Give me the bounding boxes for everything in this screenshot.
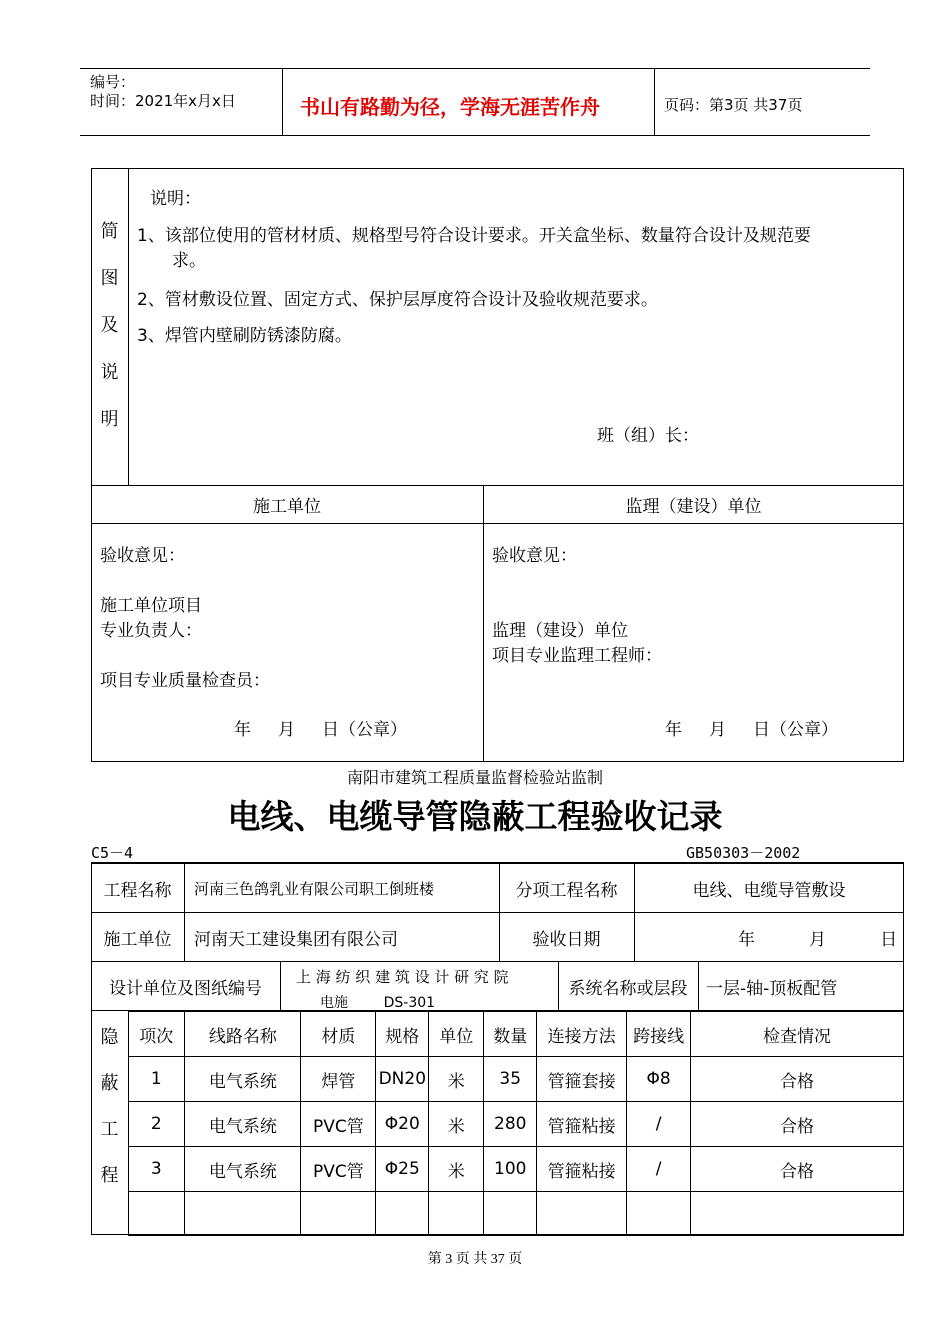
sign-right-head: 监理（建设）单位 bbox=[625, 496, 762, 517]
table-cell: 管箍套接 bbox=[537, 1057, 627, 1102]
table-cell bbox=[301, 1192, 376, 1236]
project-label: 工程名称 bbox=[103, 880, 172, 901]
builder-label: 施工单位 bbox=[103, 929, 172, 950]
info-vline-1b bbox=[280, 962, 281, 1011]
table-cell: 米 bbox=[429, 1147, 484, 1192]
date-label: 验收日期 bbox=[532, 929, 601, 950]
table-cell: PVC管 bbox=[301, 1102, 376, 1147]
column-header: 单位 bbox=[429, 1012, 484, 1057]
sign-right-line1: 监理（建设）单位 bbox=[492, 621, 628, 641]
page-footer: 第 3 页 共 37 页 bbox=[427, 1252, 523, 1267]
work-side-char: 程 bbox=[100, 1165, 119, 1186]
sign-left-line2: 专业负责人： bbox=[100, 621, 202, 641]
notes-item-1-cont: 求。 bbox=[172, 251, 206, 271]
table-cell bbox=[128, 1192, 185, 1236]
column-header: 规格 bbox=[376, 1012, 429, 1057]
table-cell: 电气系统 bbox=[185, 1102, 301, 1147]
notes-side-label bbox=[91, 208, 128, 443]
notes-item-2: 2、管材敷设位置、固定方式、保护层厚度符合设计及验收规范要求。 bbox=[137, 290, 658, 310]
notes-side-char: 图 bbox=[100, 268, 119, 289]
notes-side-char: 简 bbox=[100, 221, 119, 242]
notes-title: 说明： bbox=[150, 189, 201, 209]
form-code-right: GB50303－2002 bbox=[686, 844, 801, 862]
notes-side-char: 及 bbox=[100, 315, 119, 336]
notes-leader: 班（组）长： bbox=[597, 426, 699, 446]
table-cell: 米 bbox=[429, 1102, 484, 1147]
table-cell: 合格 bbox=[691, 1102, 904, 1147]
design-value-1: 上 海 纺 织 建 筑 设 计 研 究 院 bbox=[296, 968, 509, 986]
header-divider-left bbox=[282, 68, 283, 136]
sign-head-rule bbox=[91, 523, 904, 524]
column-header: 材质 bbox=[301, 1012, 376, 1057]
table-row bbox=[128, 1102, 904, 1147]
sign-right-line2: 项目专业监理工程师： bbox=[492, 646, 662, 666]
table-cell: 电气系统 bbox=[185, 1147, 301, 1192]
sign-left-opinion: 验收意见： bbox=[100, 546, 185, 566]
system-value: 一层-轴-顶板配管 bbox=[706, 979, 838, 999]
sign-left-line1: 施工单位项目 bbox=[100, 596, 202, 616]
table-cell: 焊管 bbox=[301, 1057, 376, 1102]
work-table bbox=[128, 1011, 904, 1236]
column-header: 跨接线 bbox=[627, 1012, 691, 1057]
table-cell: PVC管 bbox=[301, 1147, 376, 1192]
table-cell: 1 bbox=[128, 1057, 185, 1102]
table-header-row bbox=[128, 1012, 904, 1057]
table-cell: 米 bbox=[429, 1057, 484, 1102]
header-motto: 书山有路勤为径，学海无涯苦作舟 bbox=[300, 95, 600, 119]
table-cell bbox=[376, 1192, 429, 1236]
column-header: 连接方法 bbox=[537, 1012, 627, 1057]
builder-value: 河南天工建设集团有限公司 bbox=[194, 929, 398, 950]
table-row bbox=[128, 1192, 904, 1236]
table-cell: Φ8 bbox=[627, 1057, 691, 1102]
header-page: 页码：第3页 共37页 bbox=[664, 96, 803, 114]
notes-item-1: 1、该部位使用的管材材质、规格型号符合设计要求。开关盒坐标、数量符合设计及规范要 bbox=[137, 226, 811, 246]
design-label: 设计单位及图纸编号 bbox=[109, 979, 262, 999]
column-header: 项次 bbox=[128, 1012, 185, 1057]
column-header: 检查情况 bbox=[691, 1012, 904, 1057]
subitem-value: 电线、电缆导管敷设 bbox=[692, 880, 846, 901]
table-cell: / bbox=[627, 1147, 691, 1192]
table-cell bbox=[429, 1192, 484, 1236]
table-cell bbox=[627, 1192, 691, 1236]
table-cell: 管箍粘接 bbox=[537, 1147, 627, 1192]
sign-left-head: 施工单位 bbox=[253, 496, 321, 517]
table-cell: / bbox=[627, 1102, 691, 1147]
work-side-label bbox=[91, 1015, 128, 1199]
table-cell: 280 bbox=[484, 1102, 537, 1147]
column-header: 数量 bbox=[484, 1012, 537, 1057]
header-time: 时间：2021年x月x日 bbox=[90, 92, 236, 110]
date-value: 年 月 日 bbox=[738, 929, 898, 950]
table-cell: 3 bbox=[128, 1147, 185, 1192]
table-cell bbox=[691, 1192, 904, 1236]
project-value: 河南三色鸽乳业有限公司职工倒班楼 bbox=[194, 879, 435, 898]
table-cell: 管箍粘接 bbox=[537, 1102, 627, 1147]
sign-right-date: 年 月 日（公章） bbox=[665, 720, 839, 740]
table-cell: 100 bbox=[484, 1147, 537, 1192]
system-label: 系统名称或层段 bbox=[568, 979, 688, 999]
table-cell: 35 bbox=[484, 1057, 537, 1102]
table-cell: DN20 bbox=[376, 1057, 429, 1102]
header-code: 编号： bbox=[90, 73, 136, 91]
table-cell bbox=[484, 1192, 537, 1236]
form-issuer: 南阳市建筑工程质量监督检验站监制 bbox=[346, 768, 603, 787]
notes-divider bbox=[128, 168, 129, 486]
table-cell: 合格 bbox=[691, 1147, 904, 1192]
sign-left-line3: 项目专业质量检查员： bbox=[100, 671, 270, 691]
header-top-rule bbox=[80, 68, 870, 69]
table-cell bbox=[537, 1192, 627, 1236]
table-cell: Φ20 bbox=[376, 1102, 429, 1147]
table-cell: Φ25 bbox=[376, 1147, 429, 1192]
notes-side-char: 说 bbox=[100, 362, 119, 383]
sign-divider bbox=[483, 485, 484, 762]
table-cell: 合格 bbox=[691, 1057, 904, 1102]
sign-right-opinion: 验收意见： bbox=[492, 546, 577, 566]
form-code-left: C5－4 bbox=[91, 844, 134, 862]
table-cell bbox=[185, 1192, 301, 1236]
work-side-char: 蔽 bbox=[100, 1073, 119, 1094]
table-row bbox=[128, 1057, 904, 1102]
work-side-char: 工 bbox=[100, 1119, 119, 1140]
table-cell: 电气系统 bbox=[185, 1057, 301, 1102]
header-bottom-rule bbox=[80, 135, 870, 136]
info-vline-1 bbox=[184, 862, 185, 962]
notes-side-char: 明 bbox=[100, 409, 119, 430]
notes-item-3: 3、焊管内壁刷防锈漆防腐。 bbox=[137, 326, 352, 346]
design-value-2: 电施 DS-301 bbox=[320, 995, 436, 1010]
table-row bbox=[128, 1147, 904, 1192]
column-header: 线路名称 bbox=[185, 1012, 301, 1057]
work-side-char: 隐 bbox=[100, 1027, 119, 1048]
sign-left-date: 年 月 日（公章） bbox=[234, 720, 408, 740]
header-divider-right bbox=[654, 68, 655, 136]
table-cell: 2 bbox=[128, 1102, 185, 1147]
form-title: 电线、电缆导管隐蔽工程验收记录 bbox=[227, 797, 723, 836]
subitem-label: 分项工程名称 bbox=[515, 880, 618, 901]
